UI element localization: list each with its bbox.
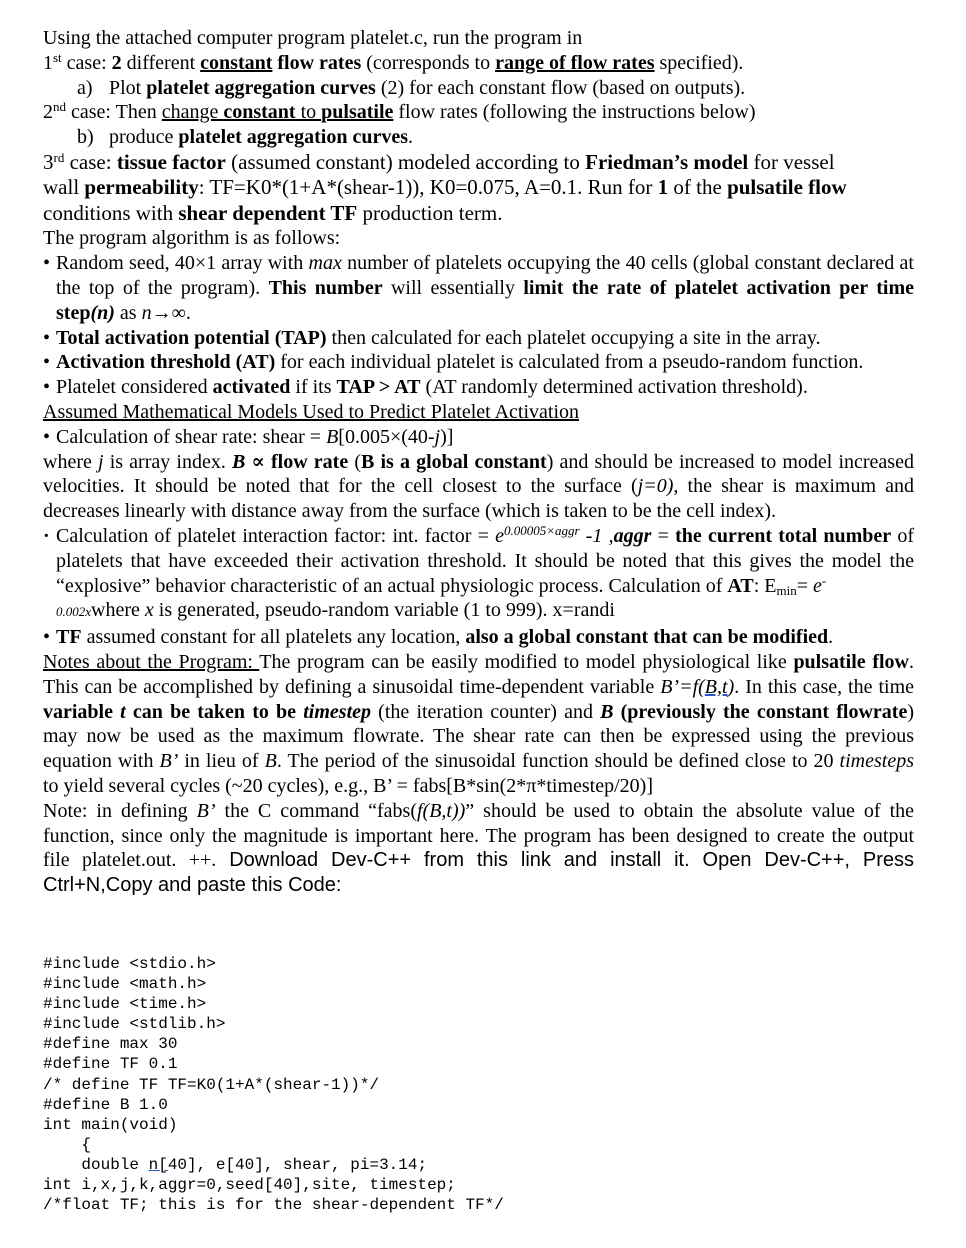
notes-fbt: f(B,t)): [416, 799, 466, 822]
bullet-tap: [43, 326, 914, 351]
case1-ordinal: st: [53, 49, 62, 65]
bullet-interaction-factor: [43, 524, 914, 625]
notes-text: . This can be accomplished by defining a sinusoidal time-dependent variable: [43, 651, 914, 698]
bullet-shear: [43, 425, 914, 450]
notes-text: to yield several cycles (~20 cycles), e.g., B’ = fabs[B*sin(2*π*timestep/20)]: [43, 775, 653, 798]
bullet5-text: [0.005×(40-: [338, 425, 435, 448]
code-line: #include <stdio.h>: [43, 955, 216, 973]
case1-range: range of flow rates: [495, 51, 655, 74]
code-line: int i,x,j,k,aggr=0,seed[40],site, timestep;: [43, 1176, 456, 1195]
bullet7-text: .: [828, 626, 834, 649]
case3-ordinal: rd: [53, 149, 65, 165]
bullet2-bold: Total activation potential (TAP): [56, 326, 327, 349]
shear-text: (: [348, 450, 362, 473]
case3-text: of the: [668, 175, 728, 200]
models-heading-text: Assumed Mathematical Models Used to Predict Platelet Activation: [43, 401, 580, 424]
notes-bt: B,t: [704, 675, 728, 698]
case1-constant: constant: [200, 51, 273, 74]
bullet6-text: is generated, pseudo-random variable (1 to 999). x=randi: [153, 599, 615, 622]
item-a-text: (2) for each constant flow (based on outputs).: [375, 76, 746, 99]
bullet1-bold: This number: [268, 277, 383, 300]
bullet5-j: j: [434, 425, 441, 448]
bullet5-b: B: [326, 425, 339, 448]
notes-paragraph: [43, 650, 914, 898]
case1-number: 1: [43, 51, 53, 74]
bullet1-text: Random seed, 40×1 array with: [56, 252, 309, 275]
bullet6-text: =: [796, 574, 814, 597]
notes-text: ) may now be used as the maximum flowrate. The shear rate can then be expressed using the previous equation with: [43, 700, 914, 773]
case3-text: : TF=K0*(1+A*(shear-1)), K0=0.075, A=0.1. Run for: [198, 175, 658, 200]
case2-ordinal: nd: [53, 99, 66, 115]
bullet6-text: of platelets that have exceeded their activation threshold. It should be noted that this gives the model the “explosive” behavior characteristic of an actual physiologic process. Calculation of: [56, 525, 915, 597]
bullet6-text: : E: [753, 574, 777, 597]
bullet6-e2: e: [813, 574, 822, 597]
item-a-text: Plot: [109, 76, 147, 99]
notes-text: (the iteration counter) and: [371, 700, 601, 723]
bullet6-text: ,: [602, 525, 614, 548]
case1-text: case:: [61, 51, 112, 74]
shear-text: , the shear is maximum and decreases linearly with distance away from the surface (which is taken to be the cell index).: [43, 475, 915, 523]
case3-pulsatile: pulsatile flow: [727, 175, 847, 200]
bullet-at: [43, 350, 914, 375]
bullet1-text: as: [114, 301, 142, 324]
case1-count: 2: [111, 51, 122, 74]
notes-text: in lieu of: [178, 750, 265, 773]
bullet1-bold: limit the rate of platelet activation per time step: [56, 277, 914, 324]
case2-change: change: [161, 101, 224, 124]
notes-heading: Notes about the Program:: [43, 651, 260, 674]
code-line: #include <math.h>: [43, 975, 207, 994]
bullet6-bold: the current total number: [675, 525, 892, 548]
notes-text: Note: in defining: [43, 799, 197, 822]
case3-text: conditions with: [43, 200, 179, 225]
bullet-random-seed: [43, 251, 914, 325]
notes-text: ” should be used to obtain the absolute value of the function, since only the magnitude is important here. The program has been designed to create the output file platelet.out. ++.: [43, 799, 915, 872]
shear-bold: B is a global constant: [361, 450, 547, 473]
shear-j: j: [98, 450, 104, 473]
case3-text: for vessel: [748, 149, 835, 174]
item-b-bold: platelet aggregation curves: [178, 126, 409, 149]
shear-paragraph: [43, 450, 914, 524]
algorithm-intro-text: The program algorithm is as follows:: [43, 227, 341, 250]
bullet6-exp2: 0.002x: [56, 604, 92, 620]
bullet4-text: Platelet considered: [56, 376, 213, 399]
case2-line: [43, 100, 914, 125]
shear-bold: ∝ flow rate: [245, 450, 349, 473]
case3-number: 3: [43, 149, 54, 174]
bullet4-bold: activated: [212, 376, 291, 399]
assignment-document: [43, 26, 914, 898]
case1-text: specified).: [654, 51, 744, 74]
case1-text: (corresponds to: [361, 51, 496, 74]
case3-one: 1: [657, 175, 669, 200]
case1-line: [43, 51, 914, 76]
case2-pulsatile: pulsatile: [321, 101, 394, 124]
notes-bprime: B’=f(: [660, 675, 705, 698]
shear-text: ) and should be increased to model increased velocities. It should be noted that for the cell closest to the surface (: [43, 450, 914, 498]
notes-text: the C command “fabs(: [215, 799, 417, 822]
bullet-activated: [43, 375, 914, 400]
notes-text: . The period of the sinusoidal function should be defined close to 20: [276, 750, 840, 773]
notes-b: B: [600, 700, 614, 723]
bullet6-e: e: [495, 525, 504, 548]
code-line: {: [43, 1135, 92, 1154]
item-b-text: produce: [109, 126, 179, 149]
bullet3-text: for each individual platelet is calculated from a pseudo-random function.: [275, 351, 864, 374]
item-a-bold: platelet aggregation curves: [146, 76, 376, 99]
bullet1-max: max: [308, 252, 342, 275]
code-line: #include <stdlib.h>: [43, 1015, 226, 1034]
shear-b: B: [231, 450, 246, 473]
bullet1-text: will essentially: [382, 277, 524, 300]
bullet7-text: assumed constant for all platelets any location,: [81, 626, 466, 649]
notes-bold: variable: [43, 700, 121, 723]
bullet6-text: Calculation of platelet interaction factor: int. factor =: [56, 525, 496, 548]
bullet6-x: x: [144, 599, 154, 622]
bullet6-minus-one: -1: [579, 525, 603, 548]
code-double-keyword: double: [43, 1155, 149, 1174]
bullet6-min: min: [776, 582, 797, 598]
item-b-label: b): [77, 126, 94, 149]
algorithm-intro: [43, 226, 914, 251]
shear-text: is array index.: [103, 450, 232, 473]
bullet4-text: (AT randomly determined activation threshold).: [420, 376, 808, 399]
bullet-tf: [43, 625, 914, 650]
case3-paragraph: [43, 150, 914, 227]
case3-tissue-factor: tissue factor: [116, 149, 226, 174]
case3-permeability: permeability: [84, 175, 199, 200]
bullet5-text: Calculation of shear rate: shear =: [56, 425, 327, 448]
case1-flow-rates: flow rates: [277, 51, 362, 74]
case3-text: case:: [64, 149, 117, 174]
code-line: #define max 30: [43, 1035, 178, 1054]
intro-text: Using the attached computer program platelet.c, run the program in: [43, 27, 583, 49]
notes-paren: ): [727, 675, 735, 698]
notes-b2: B: [264, 750, 277, 773]
bullet2-text: then calculated for each platelet occupying a site in the array.: [326, 326, 821, 349]
case1-text: different: [121, 51, 201, 74]
notes-timestep: timestep: [303, 700, 371, 723]
code-n-array: n[: [148, 1155, 168, 1174]
case3-text: (assumed constant) modeled according to: [225, 149, 586, 174]
notes-text: . In this case, the time: [734, 675, 915, 698]
notes-bold: can be taken to be: [125, 700, 304, 723]
bullet3-bold: Activation threshold (AT): [56, 351, 276, 374]
notes-t: t: [120, 700, 126, 723]
notes-bold: (previously the constant flowrate: [613, 700, 908, 723]
case1-item-a: [43, 76, 914, 101]
models-heading: [43, 400, 914, 425]
intro-line: [43, 26, 914, 51]
bullet1-text: number of platelets occupying the 40 cells (global constant declared at the top of the program).: [56, 252, 914, 300]
notes-bold: pulsatile flow: [793, 651, 909, 674]
bullet5-text: )]: [440, 425, 454, 448]
bullet7-bold: also a global constant that can be modified: [465, 626, 829, 649]
bullet4-bold: TAP > AT: [336, 376, 421, 399]
case2-text: flow rates (following the instructions below): [393, 101, 756, 124]
item-a-label: a): [77, 76, 93, 99]
case2-item-b: [43, 125, 914, 150]
code-line: int main(void): [43, 1115, 178, 1134]
case3-shear-tf: shear dependent TF: [178, 200, 358, 225]
item-b-text: .: [408, 126, 414, 149]
notes-devcpp-instructions: Download Dev-C++ from this link and install it. Open Dev-C++, Press Ctrl+N,Copy and paste this Code:: [43, 849, 914, 897]
case2-text: case: Then: [66, 101, 162, 124]
code-line-double: [43, 1155, 504, 1175]
code-double-rest: 40], e[40], shear, pi=3.14;: [167, 1155, 428, 1174]
case3-text: production term.: [357, 200, 503, 225]
bullet6-exponent: 0.00005×aggr: [503, 523, 580, 539]
bullet1-n-var: n: [141, 301, 152, 324]
notes-timesteps: timesteps: [839, 750, 914, 773]
case3-friedman: Friedman’s model: [585, 149, 749, 174]
bullet1-text: →∞.: [151, 301, 191, 324]
code-line: /*float TF; this is for the shear-dependent TF*/: [43, 1196, 504, 1215]
code-line: #define TF 0.1: [43, 1055, 178, 1074]
code-line: #include <time.h>: [43, 995, 207, 1014]
bullet6-text: where: [91, 599, 145, 622]
bullet1-n: (n): [90, 301, 115, 324]
bullet6-aggr: aggr: [613, 525, 652, 548]
code-block: [43, 954, 504, 1215]
bullet6-text: =: [651, 525, 676, 548]
notes-bprime3: B’: [196, 799, 216, 822]
case2-constant: constant: [223, 101, 296, 124]
bullet6-at: AT: [727, 574, 754, 597]
bullet7-tf: TF: [56, 626, 82, 649]
case2-to: to: [295, 101, 322, 124]
notes-bprime2: B’: [159, 750, 179, 773]
shear-text: where: [43, 450, 98, 473]
case3-text: wall: [43, 175, 85, 200]
bullet4-text: if its: [290, 376, 337, 399]
bullet6-minus: -: [821, 572, 827, 588]
notes-text: The program can be easily modified to model physiological like: [259, 651, 794, 674]
code-line: #define B 1.0: [43, 1095, 168, 1114]
case2-number: 2: [43, 101, 53, 124]
shear-j0: j=0): [637, 475, 674, 498]
code-line: /* define TF TF=K0(1+A*(shear-1))*/: [43, 1075, 380, 1094]
